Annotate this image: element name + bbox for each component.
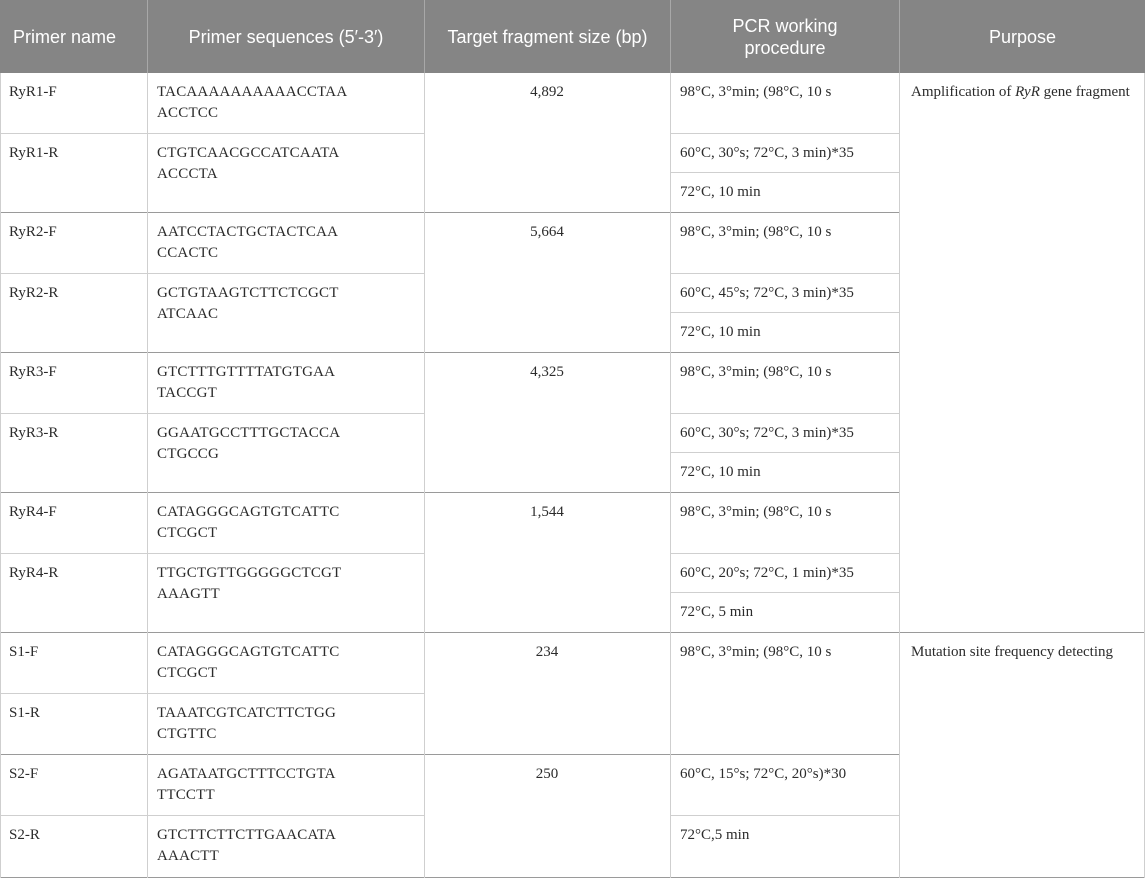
pcr-step-cell: 98°C, 3°min; (98°C, 10 s [680,504,832,520]
pcr-divider [670,754,899,755]
header-purpose: Purpose [900,0,1145,73]
pcr-step-cell: 60°C, 20°s; 72°C, 1 min)*35 [680,565,854,581]
header-pcr-line2: procedure [744,37,826,58]
table-row-sequence: GCTGTAAGTCTTCTCGCT ATCAAC [157,285,339,322]
table-row-name: RyR4-F [9,504,57,520]
pcr-divider [670,592,899,593]
pcr-step-cell: 98°C, 3°min; (98°C, 10 s [680,224,832,240]
pcr-divider [670,815,899,816]
pcr-divider [670,172,899,173]
column-divider [424,73,425,878]
row-divider [0,273,424,274]
target-size-cell: 4,325 [530,364,564,380]
target-size-cell: 5,664 [530,224,564,240]
table-row-name: RyR1-R [9,145,59,161]
purpose-cell-amplification: Amplification of RyR gene fragment [911,84,1130,100]
table-row-sequence: TAAATCGTCATCTTCTGG CTGTTC [157,705,337,742]
table-row-sequence: AATCCTACTGCTACTCAA CCACTC [157,224,339,261]
group-divider [0,492,670,493]
table-row-name: RyR1-F [9,84,57,100]
pcr-step-cell: 98°C, 3°min; (98°C, 10 s [680,84,832,100]
pcr-step-cell: 72°C,5 min [680,827,750,843]
table-row-sequence: CATAGGGCAGTGTCATTC CTCGCT [157,644,340,681]
pcr-divider [670,452,899,453]
column-divider [147,73,148,878]
group-divider [0,212,670,213]
header-primer-sequences: Primer sequences (5′-3′) [148,0,424,73]
table-row-name: RyR3-F [9,364,57,380]
pcr-step-cell: 72°C, 10 min [680,464,761,480]
pcr-divider [670,133,899,134]
target-size-cell: 234 [535,644,559,660]
group-divider [0,754,670,755]
group-divider [0,352,670,353]
row-divider [0,133,424,134]
header-pcr-line1: PCR working [732,15,838,36]
pcr-divider [670,352,899,353]
row-divider [0,693,424,694]
table-row-sequence: GTCTTCTTCTTGAACATA AAACTT [157,827,337,864]
pcr-divider [670,632,1145,633]
pcr-divider [670,553,899,554]
pcr-divider [670,212,899,213]
table-left-border [0,73,1,878]
row-divider [0,413,424,414]
target-size-cell: 250 [535,766,559,782]
target-size-cell: 4,892 [530,84,564,100]
pcr-step-cell: 98°C, 3°min; (98°C, 10 s [680,644,832,660]
row-divider [0,553,424,554]
row-divider [0,815,424,816]
header-target-size: Target fragment size (bp) [425,0,670,73]
pcr-step-cell: 72°C, 10 min [680,184,761,200]
pcr-divider [670,273,899,274]
table-row-name: RyR2-R [9,285,59,301]
pcr-step-cell: 72°C, 10 min [680,324,761,340]
pcr-step-cell: 60°C, 45°s; 72°C, 3 min)*35 [680,285,854,301]
table-row-sequence: GGAATGCCTTTGCTACCA CTGCCG [157,425,341,462]
target-size-cell: 1,544 [530,504,564,520]
table-row-sequence: GTCTTTGTTTTATGTGAA TACCGT [157,364,336,401]
table-row-name: RyR4-R [9,565,59,581]
pcr-step-cell: 60°C, 15°s; 72°C, 20°s)*30 [680,766,847,782]
table-row-name: S1-F [9,644,39,660]
table-row-name: S2-R [9,827,40,843]
column-divider [670,73,671,878]
table-row-sequence: AGATAATGCTTTCCTGTA TTCCTT [157,766,336,803]
pcr-divider [670,312,899,313]
header-pcr-procedure [671,0,899,73]
table-row-name: RyR3-R [9,425,59,441]
pcr-step-cell: 60°C, 30°s; 72°C, 3 min)*35 [680,145,854,161]
pcr-step-cell: 98°C, 3°min; (98°C, 10 s [680,364,832,380]
table-row-sequence: CTGTCAACGCCATCAATA ACCCTA [157,145,340,182]
pcr-divider [670,413,899,414]
pcr-divider [670,492,899,493]
table-row-name: S2-F [9,766,39,782]
table-row-name: RyR2-F [9,224,57,240]
group-divider [0,632,670,633]
table-row-name: S1-R [9,705,40,721]
pcr-step-cell: 60°C, 30°s; 72°C, 3 min)*35 [680,425,854,441]
purpose-cell-mutation: Mutation site frequency detecting [911,644,1114,660]
header-primer-name: Primer name [0,0,147,73]
table-row-sequence: CATAGGGCAGTGTCATTC CTCGCT [157,504,340,541]
column-divider [899,73,900,878]
table-row-sequence: TACAAAAAAAAAACCTAA ACCTCC [157,84,348,121]
table-row-sequence: TTGCTGTTGGGGGCTCGT AAAGTT [157,565,342,602]
pcr-step-cell: 72°C, 5 min [680,604,754,620]
